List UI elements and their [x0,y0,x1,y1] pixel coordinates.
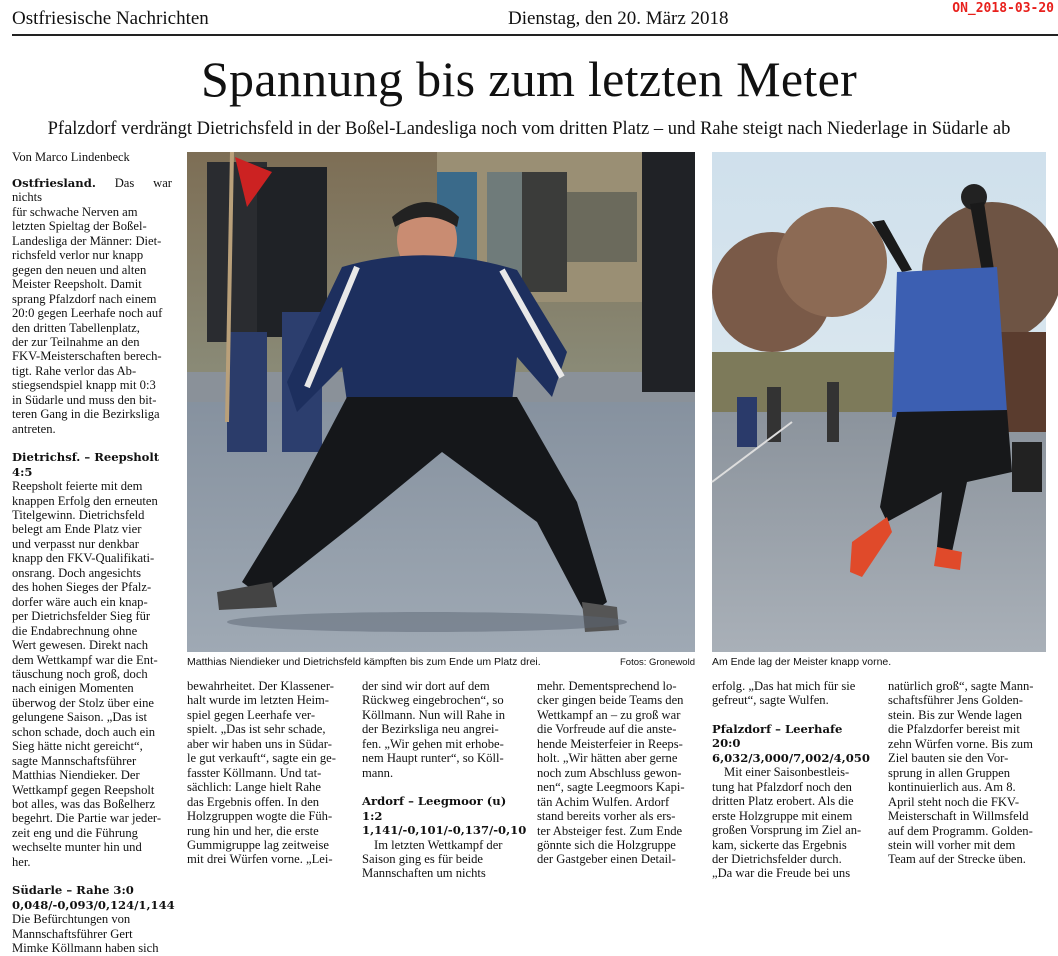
text-line: Köllmann. Nun will Rahe in [362,707,506,722]
text-line: dritten Platz erobert. Als die [712,794,854,809]
article-column-4 [537,679,695,867]
subheadline: Pfalzdorf verdrängt Dietrichsfeld in der Boßel-Landesliga noch vom dritten Platz – und Rahe steigt nach Niederlage in Südarle ab [47,119,1011,139]
text-line: die Vorfreude auf die anste- [537,722,677,737]
text-line: Wert gewesen. Direkt nach [12,638,149,653]
text-line: Mannschaftsführer Gert [12,926,133,941]
text-line: antreten. [12,421,56,436]
text-line: Reepsholt feierte mit dem [12,479,143,494]
text-line: tän Achim Wulfen. Ardorf [537,794,670,809]
text-line: Mit einer Saisonbestleis- [724,765,850,780]
text-line: Pfalzdorf – Leerhafe 20:0 [712,721,843,751]
text-line: fen. „Wir gehen mit erhobe- [362,736,504,751]
text-line: kontinuierlich aus. Am 8. [888,780,1016,795]
text-line: auf dem Programm. Golden- [888,823,1033,838]
article-column-2 [187,679,345,867]
text-line: Ardorf – Leegmoor (u) 1:2 [362,794,507,823]
text-line: belegt am Ende Platz vier [12,522,142,537]
text-line: nen“, sagte Leegmoors Kapi- [537,780,685,795]
text-line: dem Wettkampf war die Ent- [12,652,158,667]
text-line: Rückweg eingebrochen“, so [362,693,504,708]
article-column-5 [712,679,870,881]
result-heading-ardorf-leegmoor [362,794,527,838]
text-line: wechselte munter hin und [12,840,142,855]
text-line: FKV-Meisterschaften berech- [12,349,162,364]
player-crouching-image [187,152,695,652]
text-line: tung hat Pfalzdorf noch den [712,779,852,794]
text-line: täuschung noch groß, doch [12,666,148,681]
text-line: der Gastgeber einen Detail- [537,852,676,867]
text-line: der sind wir dort auf dem [362,679,490,693]
text-line: den dritten Tabellenplatz, [12,320,140,335]
paragraph [888,679,1046,867]
text-line: überwog der Stolz über eine [12,695,154,710]
text-line: Das war nichts [12,176,172,205]
text-line: das Ergebnis offen. In den [187,794,320,809]
text-line: zeit eng und die Führung [12,825,138,840]
text-line: holt. „Wir hätten aber gerne [537,751,678,766]
text-line: Titelgewinn. Dietrichsfeld [12,507,145,522]
text-line: gefreut“, sagte Wulfen. [712,693,829,708]
text-line: per Dietrichsfelder Sieg für [12,609,151,624]
text-line: stand bereits vorher als ers- [537,809,676,824]
text-line: für schwache Nerven am [12,204,138,219]
text-line: Südarle – Rahe 3:0 [12,883,134,898]
lede-paragraph [12,176,172,436]
text-line: letzten Spieltag der Boßel- [12,219,147,234]
text-line: ter Absteiger fest. Zum Ende [537,823,683,838]
text-line: fasster Köllmann. Und tat- [187,765,322,780]
text-line: Mimke Köllmann haben sich [12,941,159,956]
text-line: der Dietrichsfelder durch. [712,851,842,866]
text-line: noch zum Abschluss gewon- [537,765,682,780]
text-line: aber wir haben uns in Südar- [187,736,332,751]
text-line: 6,032/3,000/7,002/4,050 [712,750,870,765]
paragraph [12,479,172,869]
text-line: Wettkampf gegen Reepsholt [12,782,155,797]
text-line: April steht noch die FKV- [888,794,1020,809]
text-line: Im letzten Wettkampf der [374,837,503,852]
text-line: sagte Mannschaftsführer [12,753,137,768]
article-column-6 [888,679,1046,867]
text-line: gelungene Saison. „Das ist [12,710,148,725]
text-line: die Pfalzdorfer bereist mit [888,722,1020,737]
text-line: die Endabrechnung ohne [12,623,138,638]
text-line: sprang Pfalzdorf nach einem [12,291,157,306]
paragraph [537,679,695,867]
text-line: le gut verkauft“, sagte ein ge- [187,751,336,766]
text-line: Matthias Niendieker. Der [12,768,140,783]
main-photo-caption: Matthias Niendieker und Dietrichsfeld kämpften bis zum Ende um Platz drei. [187,656,541,668]
text-line: spielt. „Das ist sehr schade, [187,722,326,737]
paragraph [362,679,520,780]
article-column-1 [12,176,175,956]
result-heading-dietrichsfeld-reepsholt: Dietrichsf. – Reepsholt 4:5 [12,450,160,479]
photo-credit: Fotos: Gronewold [620,657,695,668]
text-line: gönnte sich die Holzgruppe [537,837,676,852]
byline: Von Marco Lindenbeck [12,150,130,164]
text-line: her. [12,854,31,869]
text-line: knappen Erfolg den erneuten [12,493,158,508]
text-line: erste Holzgruppe mit einem [712,808,853,823]
text-line: stein. Bis zur Wende lagen [888,707,1023,722]
text-line: natürlich groß“, sagte Mann- [888,679,1034,693]
text-line: dorfer wäre auch ein knap- [12,594,148,609]
result-heading-pfalzdorf-leerhafe [712,722,870,765]
text-line: Die Befürchtungen von [12,912,131,927]
text-line: Gummigruppe lag zeitweise [187,837,329,852]
text-line: hende Meisterfeier in Reeps- [537,736,683,751]
result-heading-suedarle-rahe [12,883,175,912]
text-line: gegen den neuen und alten [12,262,147,277]
headline: Spannung bis zum letzten Meter [200,51,858,107]
text-line: des hohen Sieges der Pfalz- [12,580,152,595]
dateline: Ostfriesland. [12,176,96,190]
text-line: halt wurde im letzten Heim- [187,693,329,708]
text-line: stein will vorher mit dem [888,837,1016,852]
text-line: sächlich: Lange hielt Rahe [187,780,321,795]
text-line: begehrt. Die Partie war jeder- [12,811,162,826]
text-line: „Da war die Freude bei uns [712,866,851,881]
text-line: bewahrheitet. Der Klassener- [187,679,334,693]
text-line: bot alles, was das Boßelherz [12,797,156,812]
text-line: der zur Teilnahme an den [12,334,140,349]
text-line: knapp den FKV-Qualifikati- [12,551,155,566]
text-line: onsrang. Doch angesichts [12,565,142,580]
text-line: Mannschaften um nichts [362,866,486,881]
text-line: Ziel bauten sie den Vor- [888,751,1009,766]
text-line: Meisterschaft in Willmsfeld [888,809,1029,824]
player-throwing-image [712,152,1046,652]
text-line: rung hin und her, die erste [187,823,319,838]
text-line: der Bezirksliga neu angrei- [362,722,499,737]
text-line: spiel gegen Leerhafe ver- [187,707,316,722]
text-line: richsfeld verlor nur knapp [12,248,144,263]
text-line: stiegsendspiel knapp mit 0:3 [12,378,156,393]
text-line: Holzgruppen wogte die Füh- [187,809,333,824]
text-line: Team auf der Strecke üben. [888,852,1026,867]
article-column-3 [362,679,527,881]
issue-date: Dienstag, den 20. März 2018 [508,8,729,29]
text-line: und verpasst nur denkbar [12,536,139,551]
text-line: Wettkampf an – zu groß war [537,707,681,722]
right-photo-caption: Am Ende lag der Meister knapp vorne. [712,656,892,668]
right-photo [712,152,1046,652]
text-line: nach einigen Momenten [12,681,134,696]
paragraph [12,912,172,955]
masthead [12,6,1058,36]
text-line: zehn Würfen vorne. Bis zum [888,736,1033,751]
text-line: Saison ging es für beide [362,851,484,866]
text-line: sprung in allen Gruppen [888,765,1011,780]
text-line: 0,048/-0,093/0,124/1,144 [12,897,175,912]
paragraph [187,679,345,867]
text-line: cker gingen beide Teams den [537,693,684,708]
text-line: Landesliga der Männer: Diet- [12,233,162,248]
text-line: teren Gang in die Bezirksliga [12,407,160,422]
text-line: Sieg hätte nicht gereicht“, [12,739,143,754]
text-line: 1,141/-0,101/-0,137/-0,10 [362,823,527,838]
paragraph [712,765,870,881]
text-line: in Südarle und muss den bit- [12,392,157,407]
text-line: schaftsführer Jens Golden- [888,693,1023,708]
text-line: mit drei Würfen vorne. „Lei- [187,852,333,867]
edition-tag: ON_2018-03-20 [952,1,1054,16]
text-line: großen Vorsprung im Ziel an- [712,823,862,838]
text-line: mann. [362,765,394,780]
text-line: Meister Reepsholt. Damit [12,277,142,292]
paragraph [712,679,870,708]
text-line: erfolg. „Das hat mich für sie [712,679,856,693]
text-line: mehr. Dementsprechend lo- [537,679,677,693]
text-line: nem Haupt runter“, so Köll- [362,751,504,766]
text-line: kam, sickerte das Ergebnis [712,837,847,852]
paper-name: Ostfriesische Nachrichten [12,8,209,29]
main-photo [187,152,695,652]
text-line: tigt. Rahe verlor das Ab- [12,363,137,378]
text-line: schon schade, doch auch ein [12,724,156,739]
text-line: 20:0 gegen Leerhafe noch auf [12,306,163,321]
paragraph [362,838,520,881]
